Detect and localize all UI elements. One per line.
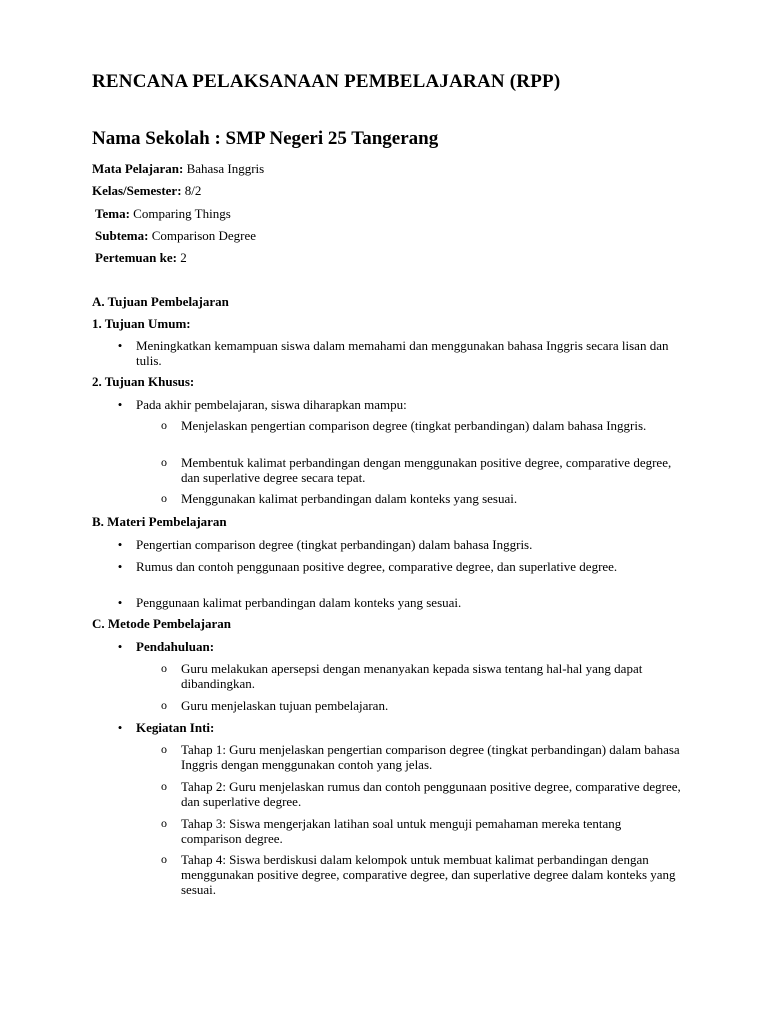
bullet: •	[117, 338, 123, 353]
sub-bullet: o	[161, 742, 167, 756]
meta-value: Comparison Degree	[148, 228, 257, 243]
sub-list-item: Guru melakukan apersepsi dengan menanyakan kepada siswa tentang hal-hal yang dapat dibandingkan.	[181, 661, 643, 691]
document-title: RENCANA PELAKSANAAN PEMBELAJARAN (RPP)	[92, 71, 561, 92]
section-b-heading: B. Materi Pembelajaran	[92, 514, 227, 529]
pendahuluan-heading: Pendahuluan:	[136, 639, 215, 654]
bullet: •	[117, 397, 123, 412]
list-item: Pengertian comparison degree (tingkat perbandingan) dalam bahasa Inggris.	[136, 537, 533, 552]
sub-bullet: o	[161, 779, 167, 793]
sub-bullet: o	[161, 698, 167, 712]
kegiatan-inti-heading: Kegiatan Inti:	[136, 720, 215, 735]
meta-value: 8/2	[181, 183, 202, 198]
meta-subtheme	[95, 228, 256, 243]
tujuan-umum-heading: 1. Tujuan Umum:	[92, 316, 191, 331]
meta-value: 2	[176, 250, 187, 265]
list-item: Pada akhir pembelajaran, siswa diharapkan mampu:	[136, 397, 407, 412]
bullet: •	[117, 537, 123, 552]
sub-bullet: o	[161, 816, 167, 830]
sub-list-item: Menjelaskan pengertian comparison degree (tingkat perbandingan) dalam bahasa Inggris.	[181, 418, 647, 433]
meta-label: Mata Pelajaran:	[92, 161, 184, 176]
list-item: Penggunaan kalimat perbandingan dalam konteks yang sesuai.	[136, 595, 462, 610]
meta-value: Bahasa Inggris	[183, 161, 265, 176]
sub-list-item: Membentuk kalimat perbandingan dengan menggunakan positive degree, comparative degree, dan superlative degree secara tepat.	[181, 455, 672, 485]
sub-bullet: o	[161, 491, 167, 505]
list-item: Rumus dan contoh penggunaan positive degree, comparative degree, dan superlative degree.	[136, 559, 618, 574]
sub-list-item: Menggunakan kalimat perbandingan dalam konteks yang sesuai.	[181, 491, 518, 506]
bullet: •	[117, 639, 123, 654]
sub-bullet: o	[161, 661, 167, 675]
meta-meeting	[95, 250, 187, 265]
meta-label: Kelas/Semester:	[92, 183, 182, 198]
section-a-heading: A. Tujuan Pembelajaran	[92, 294, 229, 309]
meta-label: Pertemuan ke:	[95, 250, 177, 265]
list-item: Meningkatkan kemampuan siswa dalam memahami dan menggunakan bahasa Inggris secara lisan dan tulis.	[136, 338, 669, 368]
sub-list-item: Tahap 1: Guru menjelaskan pengertian comparison degree (tingkat perbandingan) dalam bahasa Inggris dengan menggunakan contoh yang jelas.	[181, 742, 680, 772]
meta-theme	[95, 206, 231, 221]
bullet: •	[117, 595, 123, 610]
meta-subject	[92, 161, 264, 176]
meta-value: Comparing Things	[129, 206, 231, 221]
bullet: •	[117, 559, 123, 574]
sub-list-item: Tahap 2: Guru menjelaskan rumus dan contoh penggunaan positive degree, comparative degree, dan superlative degree.	[181, 779, 681, 809]
section-c-heading: C. Metode Pembelajaran	[92, 616, 231, 631]
sub-list-item: Tahap 3: Siswa mengerjakan latihan soal untuk menguji pemahaman mereka tentang comparison degree.	[181, 816, 622, 846]
meta-label: Tema:	[95, 206, 130, 221]
school-name: Nama Sekolah : SMP Negeri 25 Tangerang	[92, 128, 439, 149]
sub-bullet: o	[161, 455, 167, 469]
bullet: •	[117, 720, 123, 735]
tujuan-khusus-heading: 2. Tujuan Khusus:	[92, 374, 195, 389]
sub-list-item: Tahap 4: Siswa berdiskusi dalam kelompok untuk membuat kalimat perbandingan dengan menggunakan positive degree, comparative degree, dan superlative degree dalam konteks yang sesuai.	[181, 852, 676, 897]
meta-label: Subtema:	[95, 228, 149, 243]
sub-bullet: o	[161, 852, 167, 866]
meta-class-semester	[92, 183, 201, 198]
sub-list-item: Guru menjelaskan tujuan pembelajaran.	[181, 698, 389, 713]
sub-bullet: o	[161, 418, 167, 432]
